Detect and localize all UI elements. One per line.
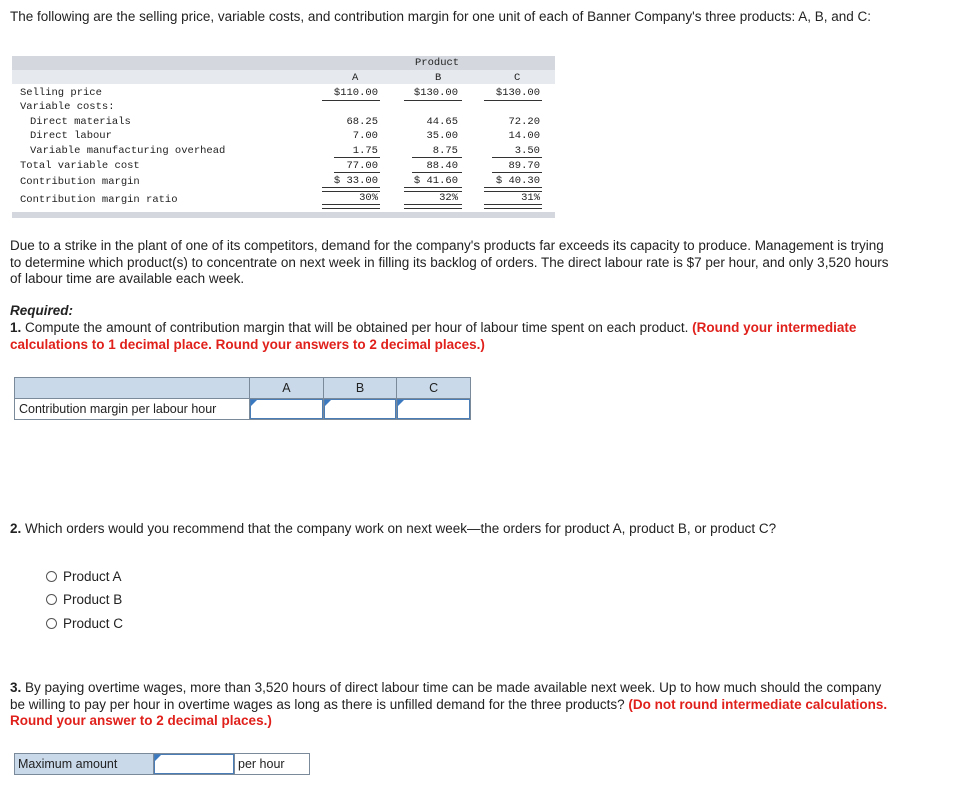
row-label-direct-materials: Direct materials (30, 116, 131, 128)
total-variable-b: 88.40 (426, 160, 458, 172)
q2-number: 2. (10, 521, 22, 536)
q3-text: By paying overtime wages, more than 3,520 hours of direct labour time can be made available next week. Up to how much should the company be willing to pay per hour in overtime wages as long as there is unfilled demand for the three products? (10, 680, 882, 712)
direct-labour-b: 35.00 (426, 130, 458, 142)
q2-text: Which orders would you recommend that the company work on next week—the orders for product A, product B, or product C? (25, 521, 777, 536)
q3-number: 3. (10, 680, 22, 695)
radio-circle-icon[interactable] (46, 618, 57, 629)
col-header-c: C (514, 72, 521, 84)
underline (484, 100, 542, 101)
q1-number: 1. (10, 320, 22, 335)
double-underline (322, 204, 380, 209)
radio-circle-icon[interactable] (46, 571, 57, 582)
selling-price-c: $130.00 (495, 87, 540, 99)
question-1 (10, 320, 890, 353)
radio-product-a[interactable] (46, 569, 122, 584)
total-variable-c: 89.70 (508, 160, 540, 172)
double-underline (484, 204, 542, 209)
underline (412, 172, 462, 173)
maximum-amount-cell (154, 753, 235, 775)
underline (334, 172, 380, 173)
table-header-band (12, 56, 555, 70)
cm-per-hour-b-input[interactable] (324, 399, 397, 419)
product-group-header: Product (415, 57, 460, 69)
selling-price-b: $130.00 (413, 87, 458, 99)
unit-label: per hour (235, 753, 310, 775)
row-label-cm-per-hour: Contribution margin per labour hour (15, 399, 250, 420)
cm-ratio-a: 30% (359, 192, 378, 204)
cell-a (250, 399, 324, 420)
underline (492, 172, 542, 173)
underline (412, 157, 462, 158)
question-3 (10, 680, 890, 730)
selling-price-a: $110.00 (333, 87, 378, 99)
table-subheader-band (12, 70, 555, 84)
q1-text: Compute the amount of contribution margin that will be obtained per hour of labour time spent on each product. (21, 320, 693, 335)
product-table (12, 56, 555, 218)
direct-labour-a: 7.00 (352, 130, 378, 142)
radio-circle-icon[interactable] (46, 594, 57, 605)
cm-ratio-c: 31% (521, 192, 540, 204)
cm-ratio-b: 32% (439, 192, 458, 204)
row-label-variable-overhead: Variable manufacturing overhead (30, 145, 226, 157)
maximum-amount-input[interactable] (154, 754, 234, 774)
radio-label: Product A (63, 569, 122, 584)
row-label-total-variable: Total variable cost (20, 160, 140, 172)
variable-overhead-b: 8.75 (432, 145, 458, 157)
table-header-blank (15, 378, 250, 399)
underline (404, 100, 462, 101)
cm-per-hour-c-input[interactable] (397, 399, 470, 419)
cell-b (323, 399, 397, 420)
radio-label: Product B (63, 592, 123, 607)
contribution-margin-b: $ 41.60 (413, 175, 458, 187)
col-header-c: C (397, 378, 471, 399)
row-label-variable-costs: Variable costs: (20, 101, 115, 113)
row-label-cm-ratio: Contribution margin ratio (20, 194, 178, 206)
direct-labour-c: 14.00 (508, 130, 540, 142)
col-header-b: B (323, 378, 397, 399)
input-marker-icon (398, 400, 404, 406)
underline (492, 157, 542, 158)
variable-overhead-c: 3.50 (514, 145, 540, 157)
question-2 (10, 521, 890, 538)
underline (322, 100, 380, 101)
cm-per-hour-a-input[interactable] (250, 399, 323, 419)
col-header-a: A (250, 378, 324, 399)
contribution-margin-c: $ 40.30 (495, 175, 540, 187)
input-marker-icon (155, 755, 161, 761)
radio-product-c[interactable] (46, 616, 123, 631)
col-header-b: B (435, 72, 442, 84)
row-label-contribution-margin: Contribution margin (20, 176, 140, 188)
radio-label: Product C (63, 616, 124, 631)
intro-text: The following are the selling price, variable costs, and contribution margin for one unit of each of Banner Company's three products: A, B, and C: (10, 9, 872, 24)
total-variable-a: 77.00 (346, 160, 378, 172)
row-label-selling-price: Selling price (20, 87, 102, 99)
maximum-amount-label: Maximum amount (14, 753, 154, 775)
radio-product-b[interactable] (46, 592, 122, 607)
direct-materials-a: 68.25 (346, 116, 378, 128)
scenario-text: Due to a strike in the plant of one of its competitors, demand for the company's products far exceeds its capacity to produce. Management is trying to determine which product(s) to concentrate on next week in filling its backlog of orders. The direct labour rate is $7 per hour, and only 3,520 hours of labour time are available each week. (10, 238, 889, 286)
direct-materials-c: 72.20 (508, 116, 540, 128)
direct-materials-b: 44.65 (426, 116, 458, 128)
col-header-a: A (352, 72, 359, 84)
variable-overhead-a: 1.75 (352, 145, 378, 157)
table-footer-band (12, 212, 555, 218)
q3-instruction: (Do not round intermediate calculations. Round your answer to 2 decimal places.) (10, 696, 888, 728)
cm-per-hour-table (14, 377, 471, 420)
cell-c (397, 399, 471, 420)
underline (334, 157, 380, 158)
q1-instruction: (Round your intermediate calculations to 1 decimal place. Round your answers to 2 decimal places.) (10, 320, 857, 352)
input-marker-icon (325, 400, 331, 406)
required-label: Required: (10, 303, 74, 318)
double-underline (404, 204, 462, 209)
input-marker-icon (251, 400, 257, 406)
contribution-margin-a: $ 33.00 (333, 175, 378, 187)
row-label-direct-labour: Direct labour (30, 130, 112, 142)
maximum-amount-row (14, 753, 310, 775)
